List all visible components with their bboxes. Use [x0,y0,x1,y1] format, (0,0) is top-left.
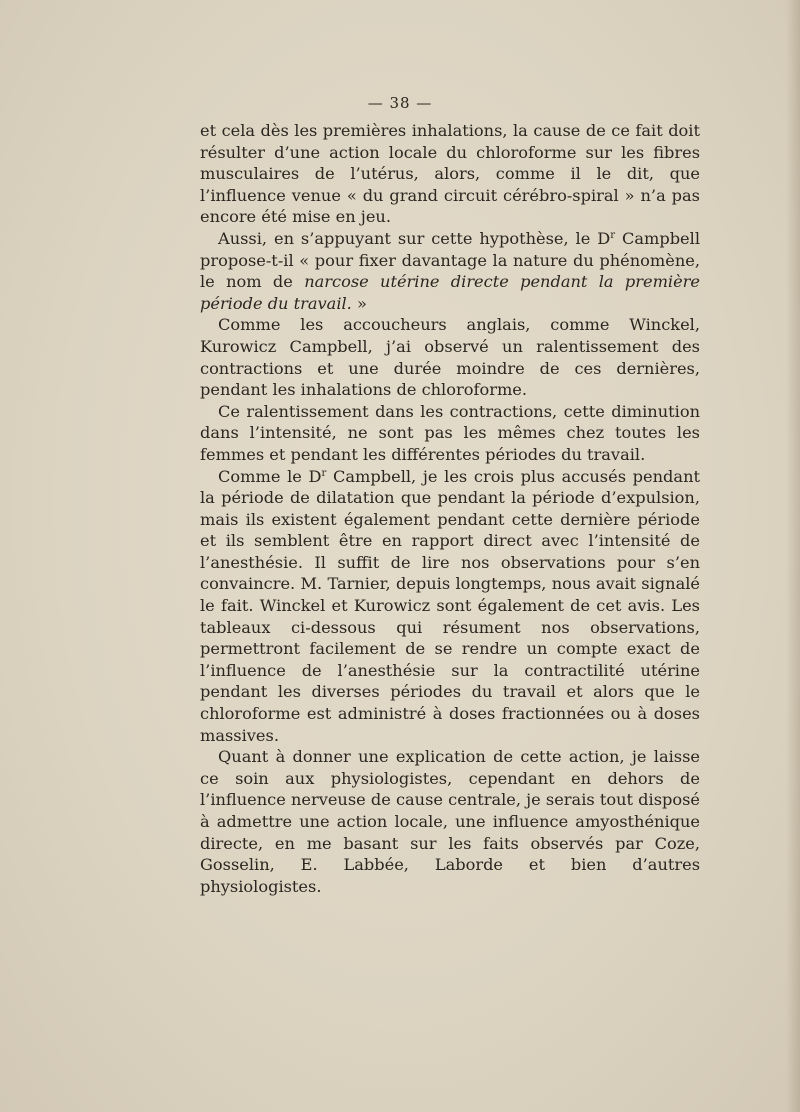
page-number: — 38 — [367,94,433,112]
paragraph-5: Comme le $D^r$ Campbell, je les crois plus accusés pendant la période de dilatation que pendant la période d’expulsion, mais ils existent également pendant cette dernière période et ils semblent être en rapport direct avec l’intensité de l’anesthésie. Il suffit de lire nos observations pour s’en convaincre. M. Tarnier, depuis longtemps, nous avait signalé le fait. Winckel et Kurowicz sont également de cet avis. Les tableaux ci-dessous qui résument nos observations, permettront facilement de se rendre un compte exact de l’influence de l’anesthésie sur la contractilité utérine pendant les diverses périodes du travail et alors que le chloroforme est administré à doses fractionnées ou à doses massives. [200,466,700,745]
paragraph-1: et cela dès les premières inhalations, la cause de ce fait doit résulter d’une action locale du chloroforme sur les fibres musculaires de l’utérus, alors, comme il le dit, que l’influence venue « du grand circuit cérébro-spiral » n’a pas encore été mise en jeu. [200,121,700,227]
paragraph-6: Quant à donner une explication de cette action, je laisse ce soin aux physiologistes, cependant en dehors de l’influence nerveuse de cause centrale, je serais tout disposé à admettre une action locale, une influence amyosthénique directe, en me basant sur les faits observés par Coze, Gosselin, E. Labbée, Laborde et bien d’autres physiologistes. [200,747,700,896]
paragraph-2: Aussi, en s’appuyant sur cette hypothèse, le $D^r$ Campbell propose-t-il « pour fixer davantage la nature du phénomène, le nom de narcose utérine directe pendant la première période du travail. » [200,228,700,313]
page-edge-shadow [786,0,800,1112]
body-text [200,120,700,897]
paragraph-3: Comme les accoucheurs anglais, comme Winckel, Kurowicz Campbell, j’ai observé un ralentissement des contractions et une durée moindre de ces dernières, pendant les inhalations de chloroforme. [200,315,700,400]
italic-term: narcose utérine directe pendant la première période du travail. [200,272,700,313]
paragraph-4: Ce ralentissement dans les contractions, cette diminution dans l’intensité, ne sont pas les mêmes chez toutes les femmes et pendant les différentes périodes du travail. [200,401,700,464]
